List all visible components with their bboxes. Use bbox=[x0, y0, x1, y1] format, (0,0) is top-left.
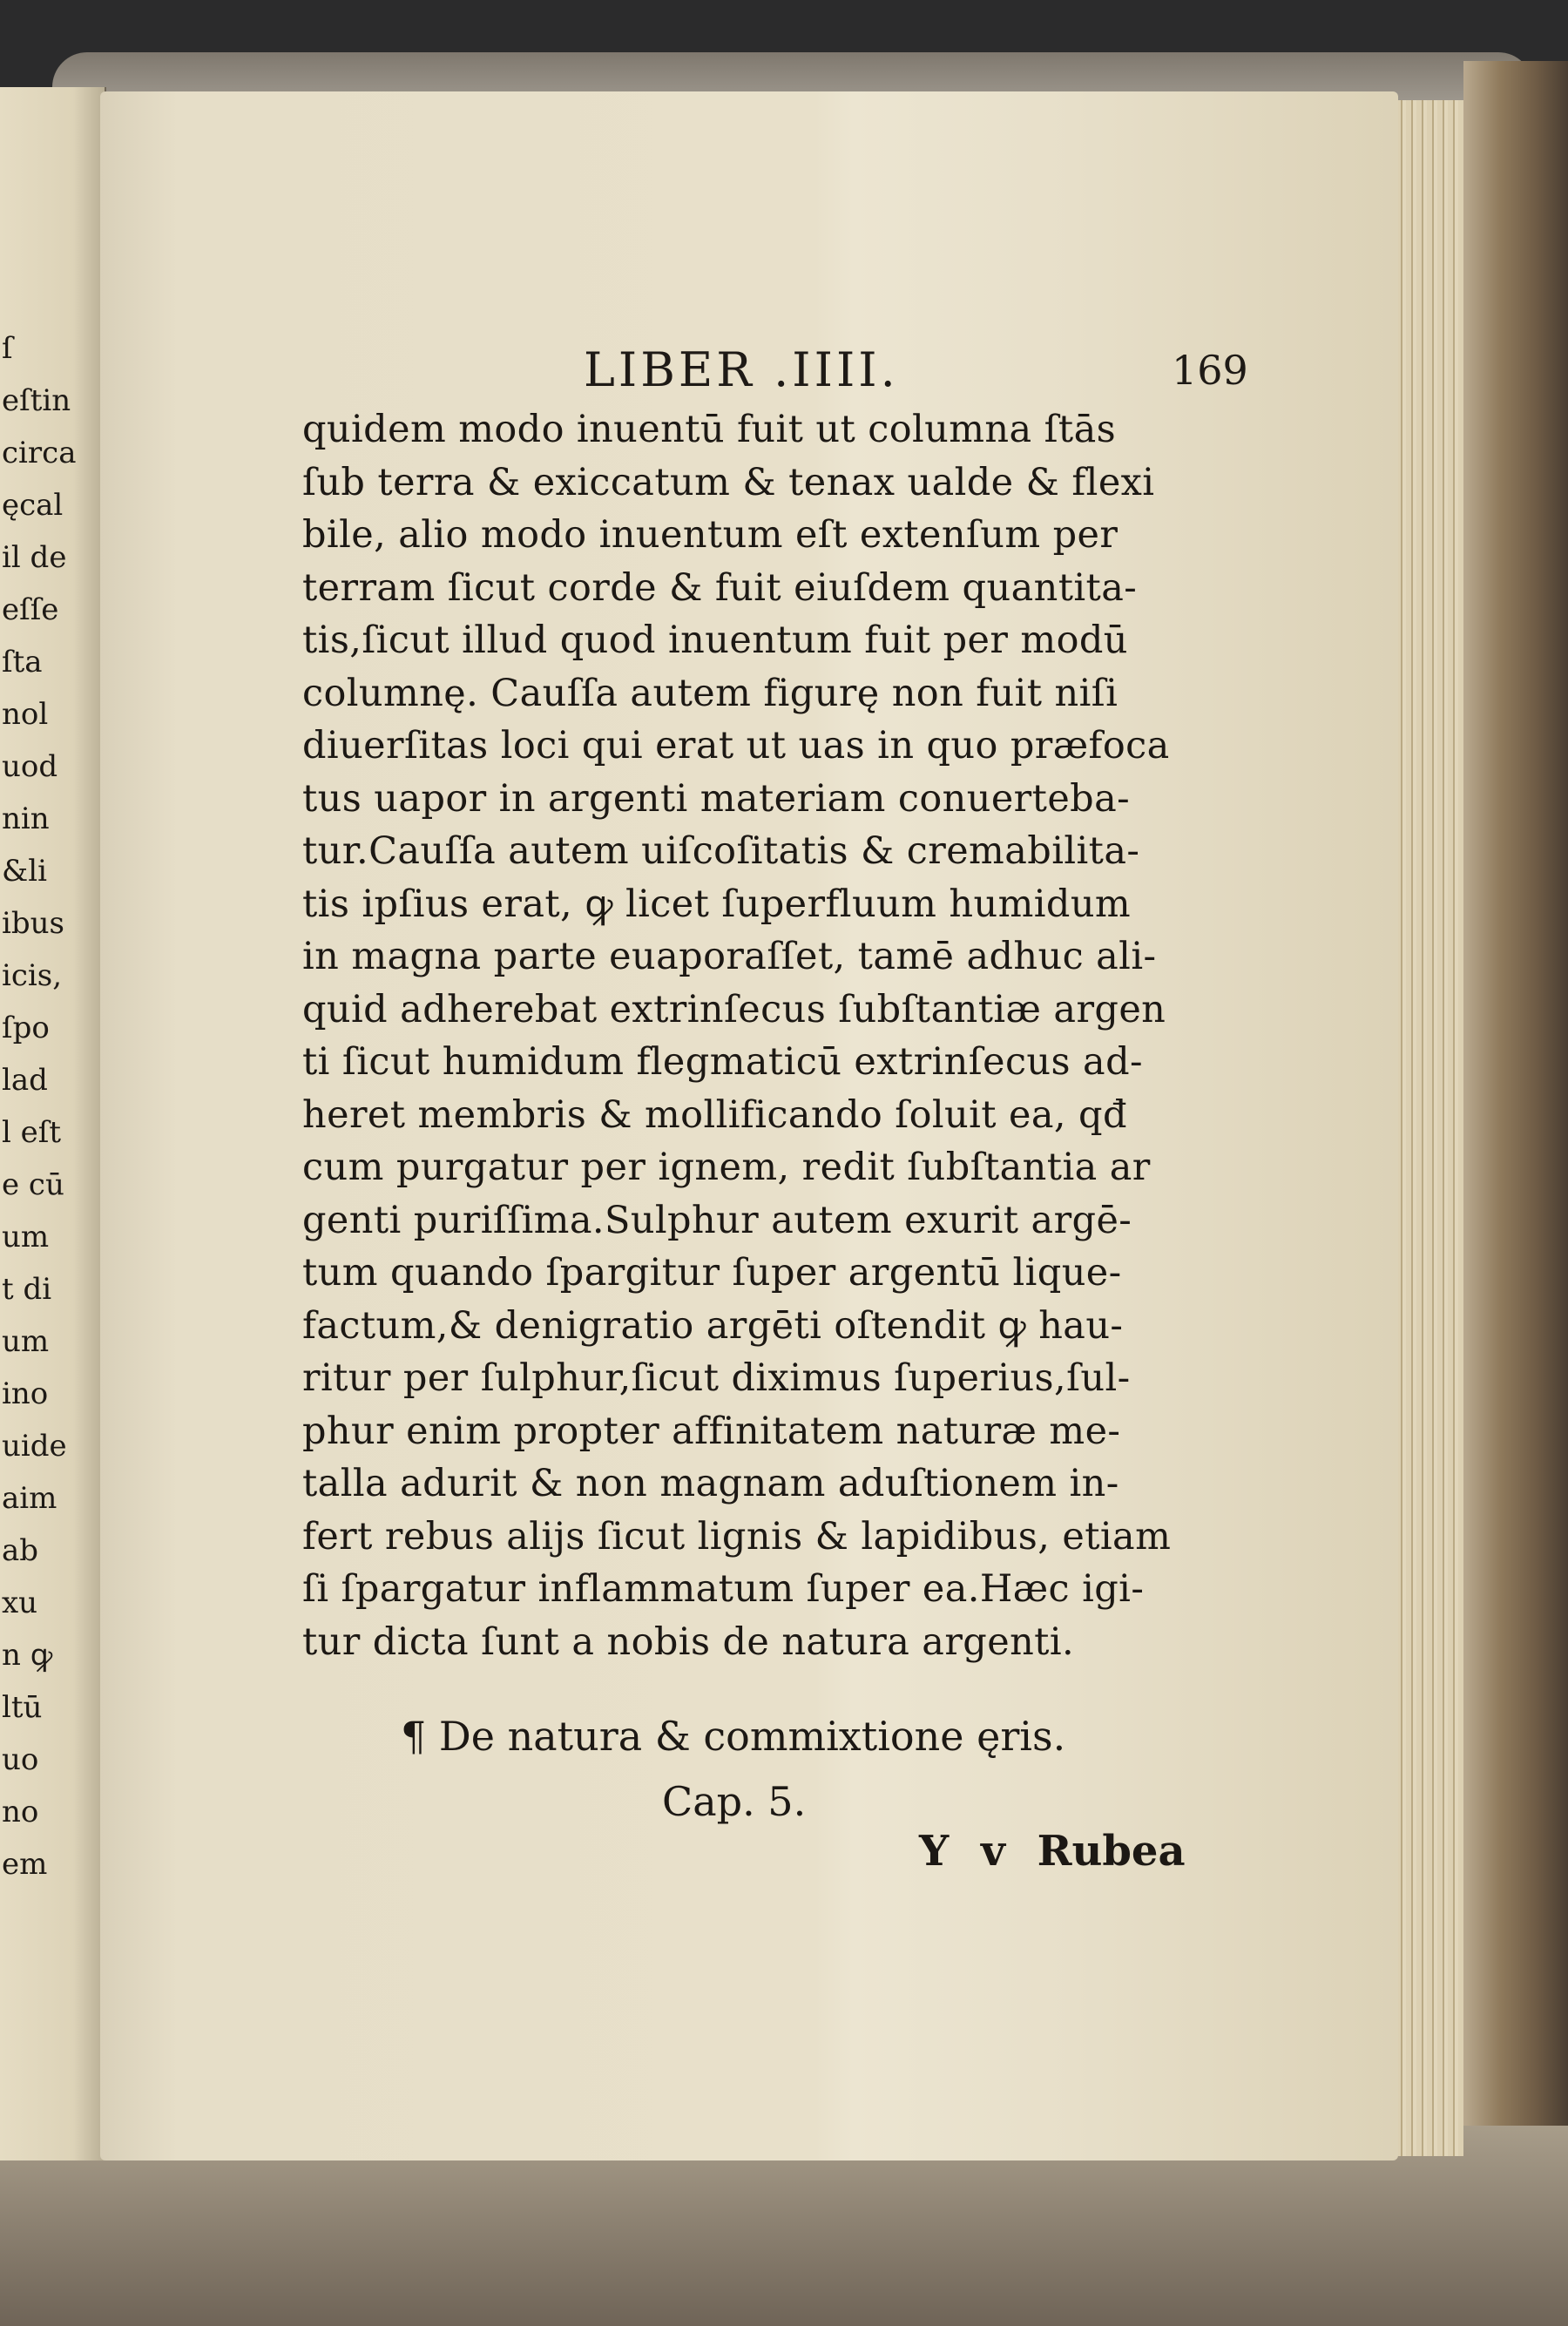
text-line: quidem modo inuentū fuit ut columna ſtās bbox=[302, 408, 1117, 451]
book-page bbox=[100, 91, 1398, 2160]
facing-page-fragment: ino bbox=[2, 1376, 49, 1411]
chapter-title: ¶ De natura & commixtione ęris. bbox=[401, 1713, 1066, 1760]
facing-page-fragment: lad bbox=[2, 1063, 48, 1098]
text-line: ritur per ſulphur,ſicut diximus ſuperius,ſul- bbox=[302, 1356, 1131, 1400]
facing-page-fragment: nol bbox=[2, 697, 49, 732]
text-line: terram ſicut corde & fuit eiuſdem quantita- bbox=[302, 565, 1138, 610]
facing-page-fragment: n ꝙ bbox=[2, 1638, 53, 1673]
facing-page-fragment: ſ bbox=[2, 331, 13, 366]
text-line: tis,ſicut illud quod inuentum fuit per modū bbox=[302, 619, 1128, 662]
facing-page-fragment: l eſt bbox=[2, 1115, 62, 1150]
facing-page-fragment: uod bbox=[2, 749, 58, 784]
facing-page-fragment: il de bbox=[2, 540, 67, 575]
catchword: Y v Rubea bbox=[919, 1827, 1186, 1876]
running-head: LIBER .IIII. bbox=[584, 342, 899, 397]
text-line: heret membris & mollificando ſoluit ea, qđ bbox=[302, 1092, 1127, 1137]
facing-page-fragment: circa bbox=[2, 436, 77, 470]
facing-page-fragment: ęcal bbox=[2, 488, 64, 523]
text-line: tus uapor in argenti materiam conuerteba- bbox=[302, 776, 1131, 821]
facing-page-fragment: ſta bbox=[2, 645, 43, 680]
text-line: phur enim propter affinitatem naturæ me- bbox=[302, 1409, 1121, 1453]
facing-page-fragment: nin bbox=[2, 801, 50, 836]
text-line: quid adherebat extrinſecus ſubſtantiæ argen bbox=[302, 987, 1166, 1031]
text-line: diuerſitas loci qui erat ut uas in quo præfoca bbox=[302, 724, 1170, 767]
text-line: cum purgatur per ign͏em, redit ſubſtantia ar bbox=[302, 1146, 1151, 1189]
facing-page-fragment: uo bbox=[2, 1742, 39, 1777]
cover-edge bbox=[1463, 61, 1568, 2291]
text-line: factum,& denigratio argēti oſtendit ꝙ hau- bbox=[302, 1303, 1124, 1348]
page-header bbox=[584, 340, 1248, 401]
body-text bbox=[302, 403, 1243, 1668]
text-line: fert rebus alijs ſicut lignis & lapidibus, etiam bbox=[302, 1514, 1172, 1559]
chapter-number: Cap. 5. bbox=[662, 1778, 807, 1825]
facing-page-fragment: ltū bbox=[2, 1690, 43, 1725]
facing-page-fragment: um bbox=[2, 1324, 50, 1359]
facing-page-fragment: &li bbox=[2, 854, 48, 889]
text-line: talla adurit & non magnam aduſtionem in- bbox=[302, 1462, 1119, 1505]
facing-page-edge bbox=[0, 87, 106, 2160]
text-line: ſub terra & exiccatum & tenax ualde & flexi bbox=[302, 460, 1155, 504]
facing-page-fragment: eſtin bbox=[2, 383, 71, 418]
text-line: tum quando ſpargitur ſuper argentū lique- bbox=[302, 1251, 1122, 1295]
facing-page-fragment: uide bbox=[2, 1429, 67, 1464]
text-line: tur dicta ſunt a nobis de natura argenti. bbox=[302, 1619, 1075, 1664]
facing-page-fragment: t di bbox=[2, 1272, 52, 1307]
facing-page-fragment: em bbox=[2, 1847, 48, 1882]
text-line: ſi ſpargatur inflammatum ſuper ea.Hæc igi- bbox=[302, 1567, 1145, 1611]
facing-page-fragment: e cū bbox=[2, 1167, 64, 1202]
facing-page-fragment: no bbox=[2, 1795, 39, 1829]
text-line: genti puriſſima.Sulphur autem exurit argē- bbox=[302, 1198, 1132, 1242]
facing-page-fragment: xu bbox=[2, 1586, 38, 1620]
facing-page-fragment: eſſe bbox=[2, 592, 59, 627]
facing-page-fragments bbox=[2, 322, 84, 1890]
facing-page-fragment: um bbox=[2, 1220, 50, 1254]
facing-page-fragment: aim bbox=[2, 1481, 57, 1516]
text-line: tur.Cauſſa autem uiſcoſitatis & cremabilita- bbox=[302, 829, 1140, 873]
text-line: bile, alio modo inuentum eſt extenſum per bbox=[302, 513, 1119, 557]
text-line: columnę. Cauſſa autem figurę non fuit niſi bbox=[302, 671, 1119, 715]
facing-page-fragment: ab bbox=[2, 1533, 39, 1568]
facing-page-fragment: ſpo bbox=[2, 1011, 50, 1045]
facing-page-fragment: ibus bbox=[2, 906, 64, 941]
text-line: tis ipſius erat, ꝙ licet ſuperfluum humidum bbox=[302, 882, 1132, 926]
text-line: in magna parte euaporaſſet, tamē adhuc ali- bbox=[302, 935, 1157, 978]
facing-page-fragment: icis, bbox=[2, 958, 63, 993]
page-number: 169 bbox=[1172, 347, 1248, 394]
text-line: ti ſicut humidum flegmaticū extrinſecus ad- bbox=[302, 1040, 1143, 1084]
